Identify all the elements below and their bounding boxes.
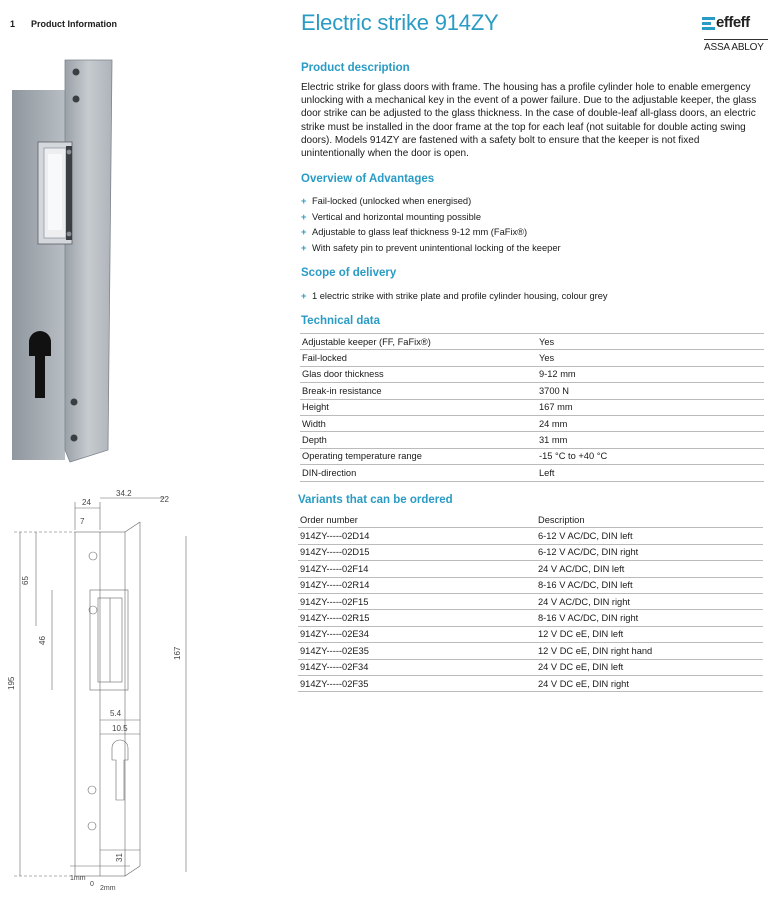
variants-heading: Variants that can be ordered: [298, 494, 453, 506]
technical-heading: Technical data: [301, 315, 381, 327]
col-description: Description: [536, 512, 763, 528]
table-row: Glas door thickness 9-12 mm: [300, 366, 764, 382]
table-row: Break-in resistance 3700 N: [300, 383, 764, 399]
dim-31: 31: [115, 853, 124, 862]
dim-0: 0: [90, 881, 94, 888]
dim-167: 167: [173, 646, 182, 660]
dim-34-2: 34.2: [116, 490, 132, 498]
effeff-mark-icon: [702, 17, 715, 31]
logo-group: ASSA ABLOY: [704, 42, 764, 53]
table-row: Adjustable keeper (FF, FaFix®) Yes: [300, 334, 764, 350]
dim-10-5: 10.5: [112, 724, 128, 733]
table-row: 914ZY-----02R15 8-16 V AC/DC, DIN right: [298, 610, 763, 626]
table-row: 914ZY-----02R14 8-16 V AC/DC, DIN left: [298, 577, 763, 593]
table-row: Height 167 mm: [300, 399, 764, 415]
page-title: Electric strike 914ZY: [301, 10, 499, 35]
col-order-number: Order number: [298, 512, 536, 528]
product-description-text: Electric strike for glass doors with frame. The housing has a profile cylinder hole to enable emergency unlocking with a mechanical key in the event of a power failure. Due to the adjustable keeper, the glass door strike can be adjusted to the glass thickness. In the case of double-leaf all-glass doors, an electric strike must be installed in the door frame at the top for each leaf (not suitable for double acting swing doors). Models 914ZY are fastened with a safety bolt to ensure that the keeper is not fixed unintentionally when the door is open.: [301, 82, 757, 160]
table-row: 914ZY-----02E34 12 V DC eE, DIN left: [298, 626, 763, 642]
logo-brand: effeff: [716, 14, 750, 31]
plus-icon: +: [301, 291, 307, 301]
table-row: Depth 31 mm: [300, 432, 764, 448]
table-row: 914ZY-----02F35 24 V DC eE, DIN right: [298, 675, 763, 691]
dim-46: 46: [38, 636, 47, 645]
product-photo: [0, 50, 120, 470]
dim-1mm: 1mm: [70, 875, 86, 882]
dim-24: 24: [82, 498, 91, 507]
logo-divider: [704, 39, 768, 40]
plus-icon: +: [301, 227, 307, 237]
table-row: 914ZY-----02E35 12 V DC eE, DIN right hand: [298, 643, 763, 659]
plus-icon: +: [301, 196, 307, 206]
dim-65: 65: [21, 576, 30, 585]
table-row: 914ZY-----02D14 6-12 V AC/DC, DIN left: [298, 528, 763, 544]
list-item: + With safety pin to prevent unintentional locking of the keeper: [301, 241, 561, 257]
plus-icon: +: [301, 211, 307, 222]
table-row: Fail-locked Yes: [300, 350, 764, 366]
scope-heading: Scope of delivery: [301, 267, 397, 279]
variants-table: [298, 512, 763, 692]
table-row: 914ZY-----02F34 24 V DC eE, DIN left: [298, 659, 763, 675]
section-number: 1: [10, 19, 16, 29]
list-item: + Fail-locked (unlocked when energised): [301, 194, 561, 210]
technical-drawing: [0, 490, 200, 910]
dim-7: 7: [80, 517, 85, 526]
table-row: Operating temperature range -15 °C to +40 °C: [300, 448, 764, 464]
advantages-list: [301, 194, 561, 256]
advantages-heading: Overview of Advantages: [301, 173, 435, 185]
table-row: 914ZY-----02F15 24 V AC/DC, DIN right: [298, 593, 763, 609]
table-row: 914ZY-----02D15 6-12 V AC/DC, DIN right: [298, 544, 763, 560]
list-item: + Adjustable to glass leaf thickness 9-12 mm (FaFix®): [301, 225, 561, 241]
dim-195: 195: [7, 676, 16, 690]
dim-2mm: 2mm: [100, 885, 116, 892]
product-description-heading: Product description: [301, 62, 410, 74]
table-row: DIN-direction Left: [300, 465, 764, 481]
dim-5-4: 5.4: [110, 709, 122, 718]
scope-list: [301, 289, 608, 305]
technical-table: [300, 333, 764, 482]
list-item: + 1 electric strike with strike plate and profile cylinder housing, colour grey: [301, 289, 608, 305]
list-item: + Vertical and horizontal mounting possible: [301, 210, 561, 226]
table-row: Width 24 mm: [300, 415, 764, 431]
plus-icon: +: [301, 242, 307, 253]
dim-22: 22: [160, 495, 169, 504]
section-title: Product Information: [31, 19, 117, 29]
table-header-row: [298, 512, 763, 528]
table-row: 914ZY-----02F14 24 V AC/DC, DIN left: [298, 561, 763, 577]
effeff-logo: [700, 14, 770, 56]
